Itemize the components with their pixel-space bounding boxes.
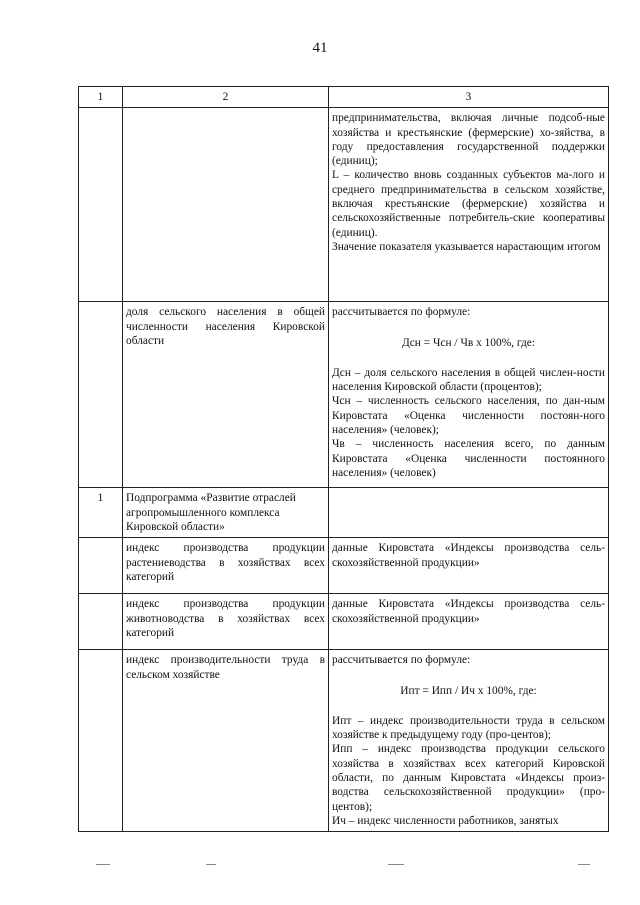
cell-method <box>329 302 609 488</box>
cell-method <box>329 108 609 302</box>
table-header-row <box>79 87 609 108</box>
table-row <box>79 650 609 832</box>
cell-method: данные Кировстата «Индексы производства сель-скохозяйственной продукции» <box>329 538 609 594</box>
cell-number <box>79 108 123 302</box>
method-line: Ипп – индекс производства продукции сельского хозяйства в хозяйствах всех категорий Кировской области, по данным Кировстата «Индексы произ-водства сельскохозяйственной продукции» (про-центов); <box>332 743 605 813</box>
cell-number <box>79 594 123 650</box>
header-cell: 3 <box>329 87 609 108</box>
cell-indicator: Подпрограмма «Развитие отраслей агропромышленного комплекса Кировской области» <box>123 488 329 538</box>
table-row <box>79 538 609 594</box>
cell-indicator: индекс производительности труда в сельском хозяйстве <box>123 650 329 832</box>
cell-method <box>329 488 609 538</box>
header-cell: 1 <box>79 87 123 108</box>
cell-indicator: индекс производства продукции животноводства в хозяйствах всех категорий <box>123 594 329 650</box>
method-line: Ич – индекс численности работников, занятых <box>332 814 559 827</box>
method-line: Ипт – индекс производительности труда в сельском хозяйстве к предыдущему году (про-центов); <box>332 714 605 742</box>
table-row <box>79 488 609 538</box>
cell-method <box>329 650 609 832</box>
cell-indicator: индекс производства продукции растениеводства в хозяйствах всех категорий <box>123 538 329 594</box>
cell-number <box>79 650 123 832</box>
page-number: 41 <box>312 40 328 56</box>
formula: Дсн = Чсн / Чв x 100%, где: <box>401 336 536 349</box>
method-line: предпринимательства, включая личные подсоб-ные хозяйства и крестьянские (фермерские) хо-зяйства, в году предоставления государственной поддержки (единиц); <box>332 112 605 168</box>
method-line: Дсн – доля сельского населения в общей числен-ности населения Кировской области (процентов); <box>332 366 605 394</box>
table-row <box>79 594 609 650</box>
method-line: L – количество вновь созданных субъектов ма-лого и среднего предпринимательства в сельском хозяйстве, включая крестьянские (фермерские) хозяйства и сельскохозяйственные потребитель-ские кооперативы (единиц). <box>332 169 605 239</box>
indicators-table <box>78 86 609 832</box>
cell-indicator: доля сельского населения в общей численности населения Кировской области <box>123 302 329 488</box>
scan-artifacts <box>0 864 640 874</box>
method-line: Чв – численность населения всего, по данным Кировстата «Оценка численности постоянного населения» (человек) <box>332 438 605 479</box>
cell-number <box>79 302 123 488</box>
header-cell: 2 <box>123 87 329 108</box>
cell-number <box>79 538 123 594</box>
cell-number: 1 <box>79 488 123 538</box>
table-row <box>79 108 609 302</box>
table-row <box>79 302 609 488</box>
method-intro: рассчитывается по формуле: <box>332 654 471 667</box>
method-line: Значение показателя указывается нарастающим итогом <box>332 240 601 253</box>
method-line: Чсн – численность сельского населения, по дан-ным Кировстата «Оценка численности постоян-ного населения» (человек); <box>332 395 605 437</box>
method-intro: рассчитывается по формуле: <box>332 306 471 319</box>
formula: Ипт = Ипп / Ич x 100%, где: <box>400 684 537 697</box>
cell-method: данные Кировстата «Индексы производства сель-скохозяйственной продукции» <box>329 594 609 650</box>
cell-indicator <box>123 108 329 302</box>
